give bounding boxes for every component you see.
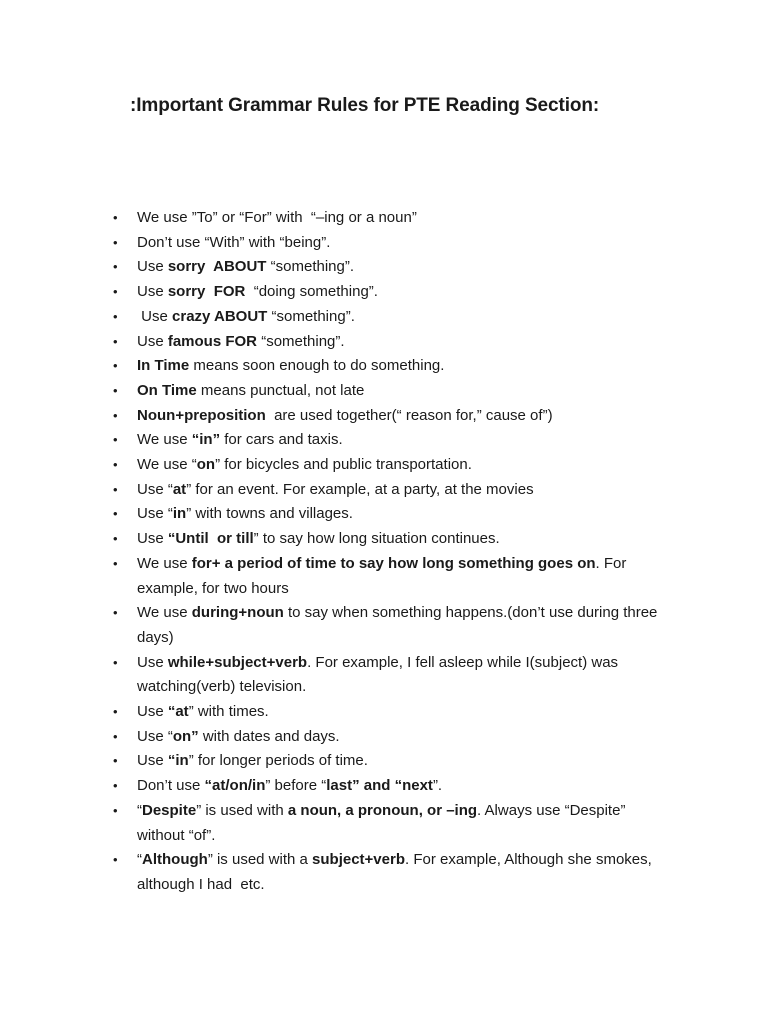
page-title: :Important Grammar Rules for PTE Reading Section: [130,95,600,116]
bold-text: on [196,456,216,474]
item-text: Use [137,703,168,721]
rules-list [113,206,673,898]
bold-text: “at [167,703,189,721]
bold-text: famous FOR [167,332,258,350]
bullet-icon: • [113,728,118,744]
bullet-icon: • [113,802,118,818]
item-text: Use [137,283,168,301]
bold-text: sorry ABOUT [167,258,267,276]
item-text: “ [137,851,142,869]
bullet-icon: • [113,481,118,497]
bold-text: at [172,480,187,498]
item-text: means soon enough to do something. [189,357,445,375]
item-text: We use “ [137,456,197,474]
item-text: Don’t use “With” with “being”. [137,233,331,251]
item-text: Use [137,530,168,548]
bold-text: during+noun [191,604,284,622]
item-text: Use “ [137,480,173,498]
bold-text: Despite [142,801,197,819]
bullet-icon: • [113,259,118,275]
bold-text: “in” [191,431,221,449]
list-item [113,552,673,601]
list-item [113,700,673,725]
item-text: are used together(“ reason for,” cause of”) [265,406,553,424]
item-text: Use “ [137,727,173,745]
item-text: Use “ [137,505,173,523]
bold-text: for+ a period of time to say how long something goes on [191,554,596,572]
item-text: ” before “ [265,777,327,795]
list-item [113,206,673,231]
item-text: . Always use “Despite” without “of”. [137,801,630,844]
item-text: “something”. [267,307,355,325]
item-text: ”. [432,777,443,795]
item-text: Use [137,752,168,770]
list-item [113,255,673,280]
list-item [113,601,673,650]
item-text: We use [137,431,192,449]
list-item [113,354,673,379]
bold-text: In Time [137,357,190,375]
list-item [113,330,673,355]
bullet-icon: • [113,210,118,225]
item-text: for cars and taxis. [220,431,343,449]
item-text: Use [137,258,168,276]
bold-text: On Time [137,381,197,399]
bullet-icon: • [113,457,118,473]
bullet-icon: • [113,234,118,250]
bold-text: in [172,505,187,523]
bullet-icon: • [113,704,118,720]
bullet-icon: • [113,358,118,374]
item-text: ” for longer periods of time. [188,752,368,770]
item-text: . For example, Although she smokes, although I had etc. [137,851,656,893]
item-text: . For example, for two hours [137,554,631,597]
bullet-icon: • [113,852,118,868]
item-text: “doing something”. [245,283,378,301]
item-text: ” is used with a [207,851,313,869]
item-text: means punctual, not late [196,381,365,399]
list-item [113,404,673,429]
list-item [113,231,673,256]
list-item [113,799,673,848]
bold-text: Although [142,851,208,869]
bold-text: last” and “next [326,777,433,795]
item-text: Use [137,307,173,325]
bullet-icon: • [113,308,118,324]
item-text: ” for bicycles and public transportation. [215,456,472,474]
list-item [113,428,673,453]
bold-text: “at/on/in [204,777,266,795]
item-text: . For example, I fell asleep while I(subject) was watching(verb) television. [137,653,623,696]
item-text: with dates and days. [198,727,340,745]
bullet-icon: • [113,432,118,448]
bold-text: on” [172,727,199,745]
list-item [113,848,673,897]
bullet-icon: • [113,778,118,794]
bullet-icon: • [113,382,118,398]
bullet-icon: • [113,506,118,522]
item-text: “something”. [257,332,345,350]
list-item [113,502,673,527]
bullet-icon: • [113,407,118,423]
list-item [113,651,673,700]
list-item [113,725,673,750]
bold-text: while+subject+verb [167,653,308,671]
bold-text: “Until or till [167,530,254,548]
item-text: Don’t use [137,777,205,795]
bold-text: sorry FOR [167,283,246,301]
list-item [113,774,673,799]
bold-text: “in [167,752,189,770]
item-text: Use [137,653,168,671]
item-text: ” to say how long situation continues. [253,530,500,548]
list-item [113,527,673,552]
item-text: We use ”To” or “For” with “–ing or a noun” [137,209,417,226]
list-item [113,749,673,774]
item-text: ” for an event. For example, at a party, at the movies [186,480,534,498]
bold-text: Noun+preposition [137,406,266,424]
list-item [113,478,673,503]
list-item [113,453,673,478]
list-item [113,305,673,330]
bullet-icon: • [113,555,118,571]
item-text: ” is used with [196,801,288,819]
list-item [113,379,673,404]
item-text: “something”. [266,258,355,276]
bullet-icon: • [113,753,118,769]
bold-text: crazy ABOUT [172,307,268,325]
bullet-icon: • [113,531,118,547]
item-text: “ [137,801,142,819]
item-text: to say when something happens.(don’t use during three days) [137,604,662,646]
bullet-icon: • [113,333,118,349]
item-text: Use [137,332,168,350]
item-text: ” with towns and villages. [186,505,353,523]
bold-text: subject+verb [312,851,405,869]
bullet-icon: • [113,605,118,621]
bold-text: a noun, a pronoun, or –ing [287,801,478,819]
list-item [113,280,673,305]
item-text: We use [137,604,192,622]
bullet-icon: • [113,284,118,300]
item-text: We use [137,554,192,572]
item-text: ” with times. [188,703,269,721]
bullet-icon: • [113,654,118,670]
